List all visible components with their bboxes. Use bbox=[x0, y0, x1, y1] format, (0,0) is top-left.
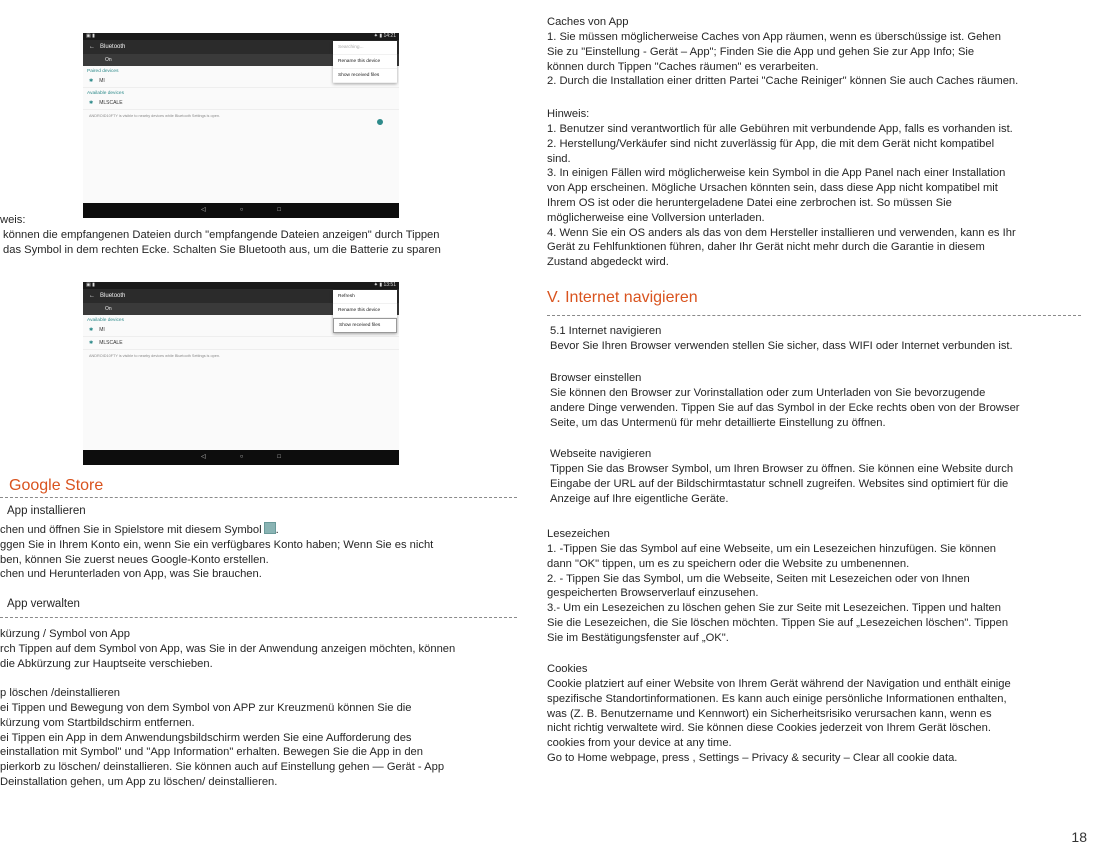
menu-item: Rename this device bbox=[333, 304, 397, 318]
bluetooth-app-bar: ← Bluetooth bbox=[83, 40, 399, 54]
internet-sub-text: Bevor Sie Ihren Browser verwenden stellen Sie sicher, dass WIFI oder Internet verbunden ist. bbox=[550, 340, 1013, 352]
delete-text: ei Tippen und Bewegung von dem Symbol von APP zur Kreuzmenü können Sie die kürzung vom Startbildschirm entfernen. ei Tippen ein App in dem Anwendungsbildschirm werden Sie eine Aufforderung des einstallation mit Symbol" und "App Information" erhalten. Bewegen Sie die App in den pierkorb zu löschen/ deinstallieren. Sie können auch auf Einstellung gehen — Gerät - App Deinstallation gehen, um App zu löschen/ deinstallieren. bbox=[0, 702, 445, 788]
back-icon: ◁ bbox=[201, 454, 206, 460]
browser-text: Sie können den Browser zur Vorinstallation oder zum Unterladen von Sie bevorzugende andere Dinge verwenden. Tippen Sie auf das Symbol in der Ecke rechts oben von der Browser Seite, um das Untermenü für mehr detaillierte Einstellung zu öffnen. bbox=[550, 387, 1020, 429]
play-store-icon bbox=[264, 522, 276, 534]
divider bbox=[0, 617, 517, 618]
nav-bar bbox=[83, 450, 399, 465]
home-icon: ○ bbox=[239, 454, 244, 460]
page-number: 18 bbox=[1071, 829, 1087, 845]
menu-item: Show received files bbox=[333, 69, 397, 83]
app-verwalten-title: App verwalten bbox=[7, 598, 80, 610]
bluetooth-screenshot-2 bbox=[83, 282, 399, 465]
menu-item: Searching... bbox=[333, 41, 397, 55]
paired-header: Paired devices bbox=[87, 69, 119, 74]
lesezeichen-text: 1. -Tippen Sie das Symbol auf eine Webseite, um ein Lesezeichen hinzufügen. Sie können dann "OK" tippen, um es zu speichern oder die Website zu umbenennen. 2. - Tippen Sie das Symbol, um die Webseite, Seiten mit Lesezeichen oder von Ihnen gespeicherten Browserverlauf einzusehen. 3.- Um ein Lesezeichen zu löschen gehen Sie zur Seite mit Lesezeichen. Tippen und halten Sie die Lesezeichen, die Sie löschen möchten. Tippen Sie auf „Lesezeichen löschen". Tippen Sie im Bestätigungsfenster auf „OK". bbox=[547, 543, 1009, 644]
available-device: ✱ MLSCALE bbox=[83, 97, 399, 110]
menu-item: Show received files bbox=[333, 318, 397, 333]
browser-title: Browser einstellen bbox=[550, 372, 642, 384]
cookies-title: Cookies bbox=[547, 663, 588, 675]
recents-icon: □ bbox=[277, 454, 281, 460]
menu-item: Refresh bbox=[333, 290, 397, 304]
hinweis-title: weis: bbox=[0, 214, 26, 226]
available-header: Available devices bbox=[87, 318, 124, 323]
bluetooth-icon: ✱ bbox=[89, 78, 94, 84]
caches-title: Caches von App bbox=[547, 16, 629, 28]
menu-item: Rename this device bbox=[333, 55, 397, 69]
status-bar: ▣ ▮ ⁕ ▮ 14:21 bbox=[83, 33, 399, 40]
kurz-title: kürzung / Symbol von App bbox=[0, 628, 130, 640]
hinweis-text: können die empfangenen Dateien durch "empfangende Dateien anzeigen" durch Tippen das Symbol in dem rechten Ecke. Schalten Sie Bluetooth aus, um die Batterie zu sparen bbox=[3, 229, 441, 256]
kurz-text: rch Tippen auf dem Symbol von App, was Sie in der Anwendung anzeigen möchten, können die Abkürzung zur Hauptseite verschieben. bbox=[0, 643, 456, 670]
right-hinweis-title: Hinweis: bbox=[547, 108, 590, 120]
home-icon: ○ bbox=[239, 207, 244, 213]
delete-title: p löschen /deinstallieren bbox=[0, 687, 121, 699]
bluetooth-toggle-row: On bbox=[83, 303, 399, 315]
bluetooth-icon: ✱ bbox=[89, 327, 94, 333]
bluetooth-icon: ✱ bbox=[89, 100, 94, 106]
divider bbox=[0, 497, 517, 498]
webseite-text: Tippen Sie das Browser Symbol, um Ihren Browser zu öffnen. Sie können eine Website durch Eingabe der URL auf der Bildschirmtastatur schnell zugreifen. Websites sind optimiert für die Anzeige auf Ihre eigentliche Geräte. bbox=[550, 463, 1014, 505]
bluetooth-toggle-row: On bbox=[83, 54, 399, 66]
google-store-heading: Google Store bbox=[9, 477, 104, 494]
bluetooth-app-bar: ← Bluetooth bbox=[83, 289, 399, 303]
visibility-note: ANDROID10FTY is visible to nearby devices while Bluetooth Settings is open. bbox=[89, 354, 220, 358]
internet-heading: V. Internet navigieren bbox=[547, 289, 698, 306]
paired-device: ✱ MI bbox=[83, 75, 399, 88]
overflow-menu bbox=[333, 290, 397, 333]
nav-bar bbox=[83, 203, 399, 218]
app-installieren-title: App installieren bbox=[7, 505, 86, 517]
recents-icon: □ bbox=[277, 207, 281, 213]
bluetooth-screenshot-1 bbox=[83, 33, 399, 218]
back-icon: ◁ bbox=[201, 207, 206, 213]
cookies-text: Cookie platziert auf einer Website von Ihrem Gerät während der Navigation und enthält einige spezifische Standortinformationen. Es kann auch einige persönliche Informationen enthalten, was (Z. B. Benutzername und Kennwort) ein Sicherheitsrisiko verursachen kann, wenn es nicht richtig verwaltete wird. Sie können diese Cookies jederzeit von Ihrem Gerät löschen. cookies from your device at any time. Go to Home webpage, press , Settings – Privacy & security – Clear all cookie data. bbox=[547, 678, 1011, 764]
lesezeichen-title: Lesezeichen bbox=[547, 528, 610, 540]
internet-sub-title: 5.1 Internet navigieren bbox=[550, 325, 662, 337]
available-header: Available devices bbox=[87, 91, 124, 96]
device-item: ✱ MLSCALE bbox=[83, 337, 399, 350]
visibility-note: ANDROID10FTY is visible to nearby devices while Bluetooth Settings is open. bbox=[89, 114, 220, 118]
webseite-title: Webseite navigieren bbox=[550, 448, 652, 460]
status-bar: ▣ ▮ ⁕ ▮ 13:51 bbox=[83, 282, 399, 289]
divider bbox=[547, 315, 1081, 316]
right-hinweis-text: 1. Benutzer sind verantwortlich für alle Gebühren mit verbundende App, falls es vorhanden ist. 2. Herstellung/Verkäufer sind nicht zuverlässig für App, die mit dem Gerät nicht kompatibel sind. 3. In einigen Fällen wird möglicherweise kein Symbol in die App Panel nach einer Installation von App erscheinen. Mögliche Ursachen könnten sein, dass diese App nicht kompatibel mit Ihrem OS ist oder die heruntergeladene Datei eine zerbrochen ist. So müssen Sie möglicherweise eine Vollversion unterladen. 4. Wenn Sie ein OS anders als das von dem Hersteller installieren und verwenden, kann es Ihr Gerät zu Fehlfunktionen führen, daher Ihr Gerät nicht mehr durch die Garantie in diesem Zustand abgedeckt wird. bbox=[547, 123, 1016, 269]
gear-icon bbox=[377, 119, 383, 125]
bluetooth-icon: ✱ bbox=[89, 340, 94, 346]
device-item: ✱ MI bbox=[83, 324, 399, 337]
app-installieren-text: chen und öffnen Sie in Spielstore mit diesem Symbol . ggen Sie in Ihrem Konto ein, wenn Sie ein verfügbares Konto haben; Wenn Sie es nicht ben, können Sie zuerst neues Google-Konto erstellen. chen und Herunterladen von App, was Sie brauchen. bbox=[0, 524, 434, 581]
caches-text: 1. Sie müssen möglicherweise Caches von App räumen, wenn es überschüssige ist. Gehen Sie zu "Einstellung - Gerät – App"; Finden Sie die App und gehen Sie zur App Info; Sie können durch Tippen "Caches räumen" es verarbeiten. 2. Durch die Installation einer dritten Partei "Cache Reiniger" können Sie auch Caches räumen. bbox=[547, 31, 1019, 88]
overflow-menu bbox=[333, 41, 397, 83]
